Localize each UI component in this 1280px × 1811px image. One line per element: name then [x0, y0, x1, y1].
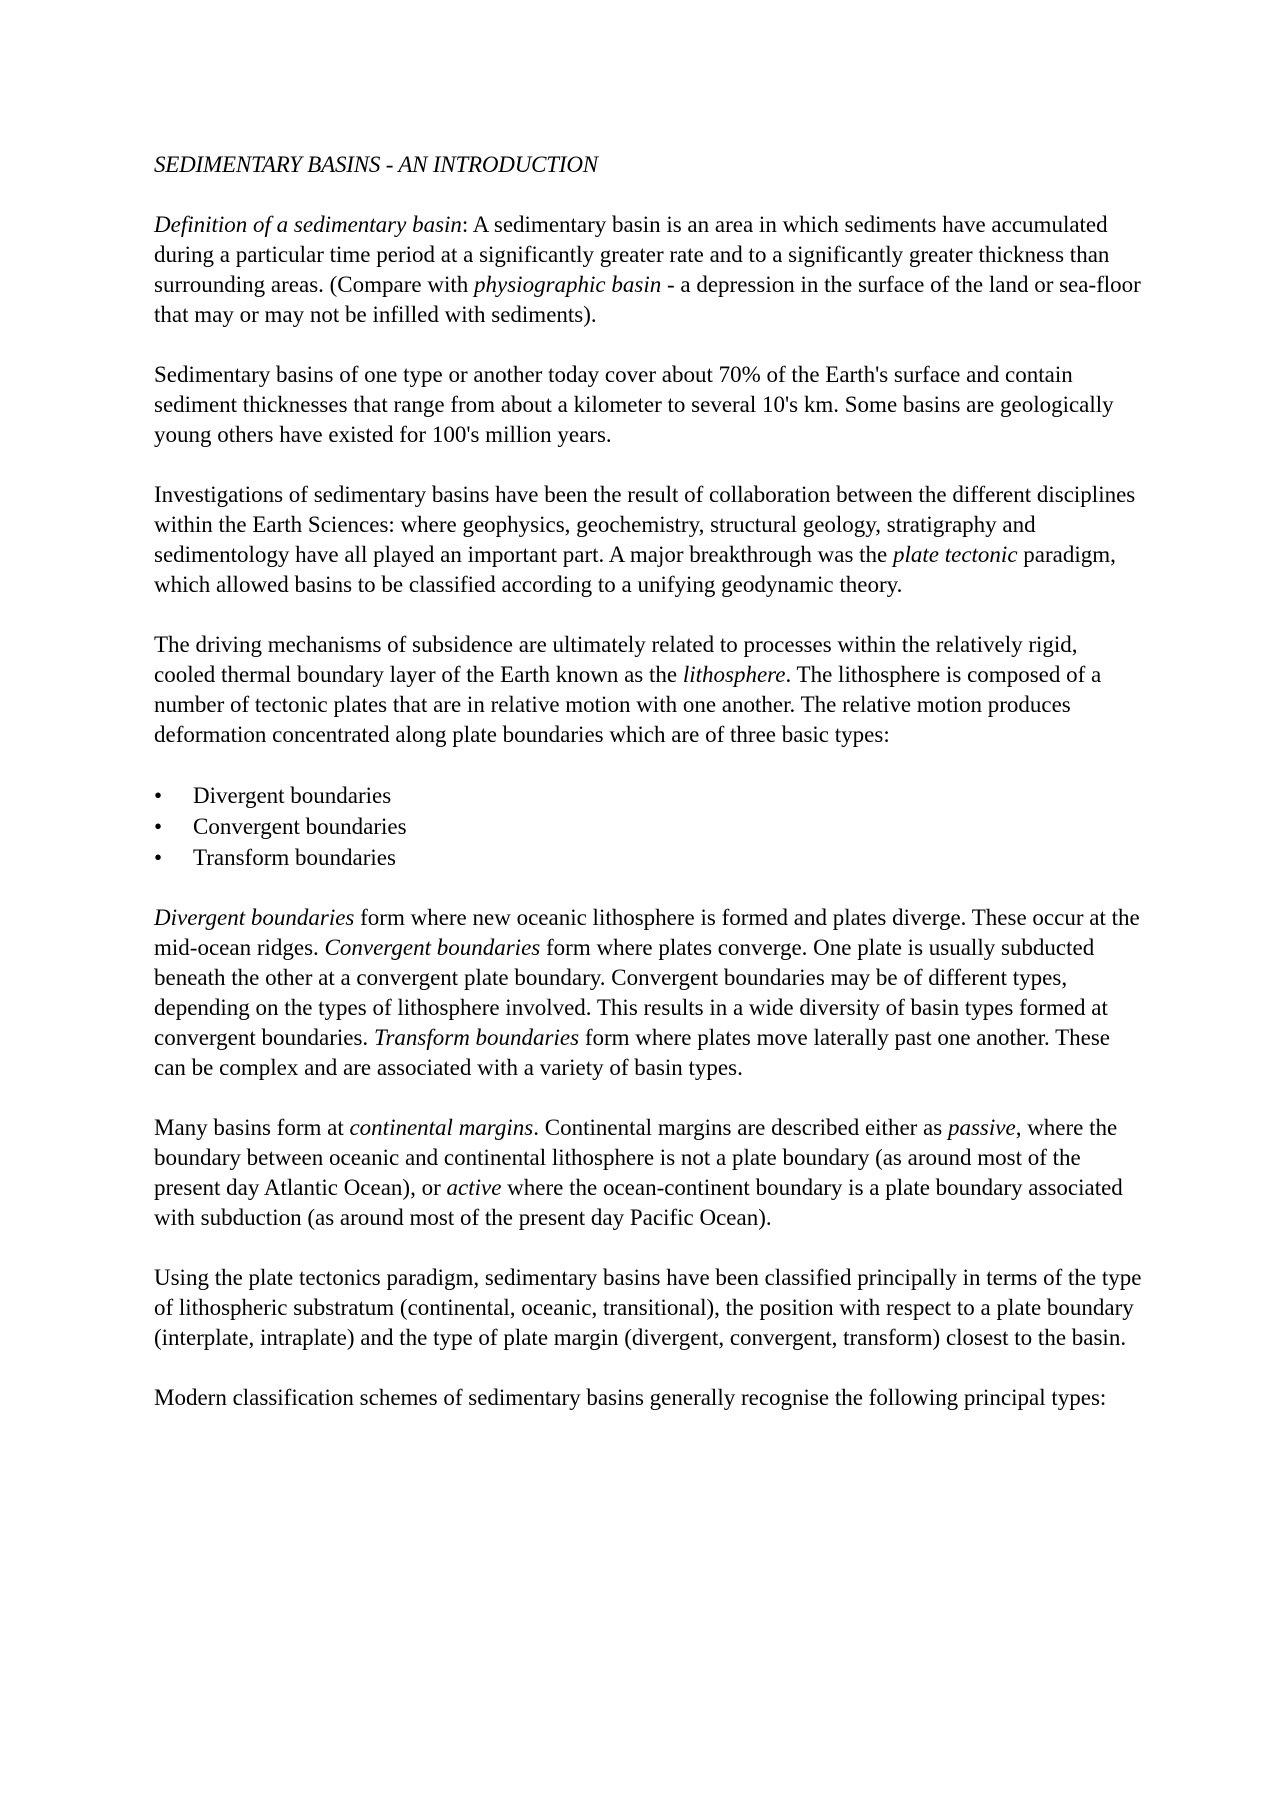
- paragraph-margins: Many basins form at continental margins. Continental margins are described either as passive, where the boundary between oceanic and continental lithosphere is not a plate boundary (as around most of the present day Atlantic Ocean), or active where the ocean-continent boundary is a plate boundary associated with subduction (as around most of the present day Pacific Ocean).: [154, 1115, 1123, 1230]
- bullet-icon: •: [154, 845, 163, 870]
- boundary-types-list: [154, 780, 1144, 873]
- term-lithosphere: lithosphere: [682, 662, 786, 687]
- bullet-icon: •: [154, 783, 163, 808]
- term-transform-boundaries: Transform boundaries: [373, 1025, 580, 1050]
- term-passive: passive: [947, 1115, 1016, 1140]
- list-item: • Transform boundaries: [154, 842, 1144, 873]
- term-sedimentary-basin: Definition of a sedimentary basin: [154, 212, 462, 237]
- document-title: SEDIMENTARY BASINS - AN INTRODUCTION: [154, 152, 598, 177]
- paragraph-investigations: Investigations of sedimentary basins have been the result of collaboration between the different disciplines within the Earth Sciences: where geophysics, geochemistry, structural geology, stratigraphy and sedimentology have all played an important part. A major breakthrough was the plate tectonic paradigm, which allowed basins to be classified according to a unifying geodynamic theory.: [154, 482, 1136, 597]
- list-item: • Convergent boundaries: [154, 811, 1144, 842]
- term-divergent-boundaries: Divergent boundaries: [154, 905, 355, 930]
- paragraph-principal-types: Modern classification schemes of sedimentary basins generally recognise the following principal types:: [154, 1385, 1107, 1410]
- bullet-icon: •: [154, 814, 163, 839]
- paragraph-mechanisms: The driving mechanisms of subsidence are ultimately related to processes within the relatively rigid, cooled thermal boundary layer of the Earth known as the lithosphere. The lithosphere is composed of a number of tectonic plates that are in relative motion with one another. The relative motion produces deformation concentrated along plate boundaries which are of three basic types:: [154, 632, 1102, 747]
- term-active: active: [446, 1175, 502, 1200]
- document-page: [154, 150, 1144, 1443]
- paragraph-classification: Using the plate tectonics paradigm, sedimentary basins have been classified principally in terms of the type of lithospheric substratum (continental, oceanic, transitional), the position with respect to a plate boundary (interplate, intraplate) and the type of plate margin (divergent, convergent, transform) closest to the basin.: [154, 1265, 1142, 1350]
- term-convergent-boundaries: Convergent boundaries: [324, 935, 541, 960]
- paragraph-boundaries: Divergent boundaries form where new oceanic lithosphere is formed and plates diverge. These occur at the mid-ocean ridges. Convergent boundaries form where plates converge. One plate is usually subducted beneath the other at a convergent plate boundary. Convergent boundaries may be of different types, depending on the types of lithosphere involved. This results in a wide diversity of basin types formed at convergent boundaries. Transform boundaries form where plates move laterally past one another. These can be complex and are associated with a variety of basin types.: [154, 905, 1140, 1080]
- term-physiographic-basin: physiographic basin: [474, 272, 662, 297]
- term-continental-margins: continental margins: [349, 1115, 534, 1140]
- term-plate-tectonic: plate tectonic: [893, 542, 1018, 567]
- paragraph-coverage: Sedimentary basins of one type or another today cover about 70% of the Earth's surface and contain sediment thicknesses that range from about a kilometer to several 10's km. Some basins are geologically young others have existed for 100's million years.: [154, 362, 1114, 447]
- paragraph-definition: Definition of a sedimentary basin: A sedimentary basin is an area in which sediments have accumulated during a particular time period at a significantly greater rate and to a significantly greater thickness than surrounding areas. (Compare with physiographic basin - a depression in the surface of the land or sea-floor that may or may not be infilled with sediments).: [154, 212, 1141, 327]
- list-item: • Divergent boundaries: [154, 780, 1144, 811]
